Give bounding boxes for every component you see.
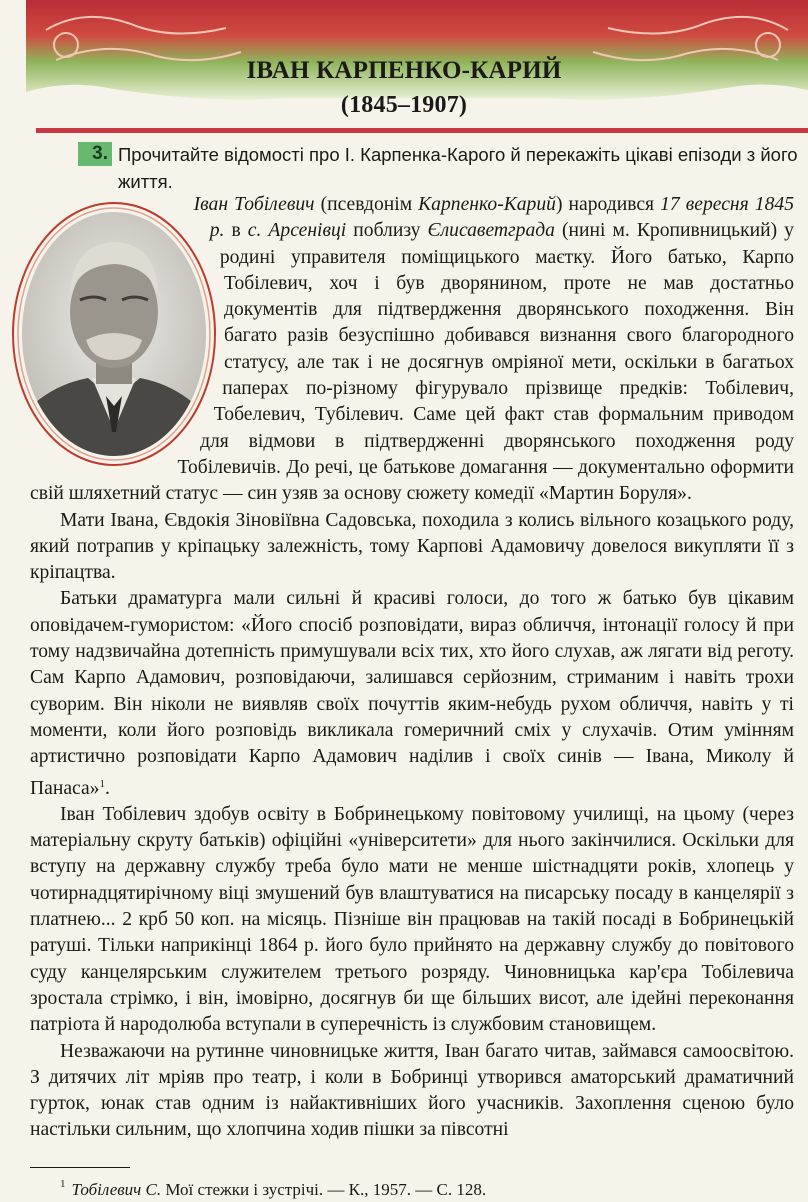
footnote-reference: 1 — [99, 777, 105, 790]
footnote-mark: 1 — [60, 1178, 66, 1190]
author-years: (1845–1907) — [340, 92, 468, 118]
paragraph-1: Іван Тобілевич (псевдонім Карпенко-Карий) народився 17 вересня 1845 р. в с. Арсенівці поблизу Єлисаветграда (нині м. Кропивницький) у родині управителя поміщицького маєтку. Його батько, Карпо Тобілевич, хоч і був дворянином, проте не мав достатньо документів для підтвердження дворянського походження. Він багато разів безуспішно добивався визнання свого благородного статусу, але так і не досягнув омріяної мети, оскільки в багатьох паперах по-різному фігурувало прізвище предків: Тобілевич, Тобелевич, Тубілевич. Саме цей факт став формальним приводом для відмови в підтвердженні дворянського походження роду Тобілевичів. До речі, це батькове домагання — документально оформити свій шляхетний статус — син узяв за основу сюжету комедії «Мартин Боруля». — [30, 194, 794, 505]
paragraph-4: Іван Тобілевич здобув освіту в Бобринецькому повітовому училищі, на цьому (через матеріальну скруту батьків) офіційні «університети» для нього закінчилися. Оскільки для вступу на державну службу треба було мати не менше шістнадцяти років, хлопець у чотирнадцятирічному віці змушений був влаштуватися на писарську посаду в канцелярії з платнею... 2 крб 50 коп. на місяць. Пізніше він працював на такій посаді в Бобринецькій ратуші. Тільки наприкінці 1864 р. його було прийнято на державну службу до повітового суду канцелярським служителем третього розряду. Чиновницька кар'єра Тобілевича зростала стрімко, і він, імовірно, досягнув би ще більших висот, але ідейні переконання патріота й народолюба вступали в суперечність із службовим становищем. — [30, 803, 794, 1036]
article-body — [30, 192, 794, 1144]
paragraph-5: Незважаючи на рутинне чиновницьке життя, Іван багато читав, займався самоосвітою. З дитячих літ мріяв про театр, і коли в Бобринці утворився аматорський драматичний гурток, юнак став одним із найактивніших його учасників. Захоплення сценою було настільки сильним, що хлопчина ходив пішки за півсотні — [30, 1040, 794, 1141]
footnote — [60, 1172, 486, 1202]
footnote-divider — [30, 1167, 130, 1168]
footnote-author: Тобілевич С. — [71, 1180, 162, 1199]
task-text: Прочитайте відомості про І. Карпенка-Карого й перекажіть цікаві епізоди з його життя. — [118, 144, 798, 192]
paragraph-2: Мати Івана, Євдокія Зіновіївна Садовська, походила з колись вільного козацького роду, який потрапив у кріпацьку залежність, тому Карпові Адамовичу довелося викупляти її з кріпацтва. — [30, 509, 794, 584]
task-number-badge: 3. — [78, 142, 112, 166]
task-block — [78, 141, 808, 195]
footnote-source: Мої стежки і зустрічі. — К., 1957. — С. 128. — [161, 1180, 487, 1199]
divider-line — [36, 128, 808, 133]
author-name: ІВАН КАРПЕНКО-КАРИЙ — [246, 57, 562, 84]
paragraph-3: Батьки драматурга мали сильні й красиві голоси, до того ж батько був цікавим оповідачем-гумористом: «Його спосіб розповідати, вираз обличчя, інтонації голосу й при тому надзвичайна дотепність примушували всіх тих, хто його слухав, аж лягати від реготу. Сам Карпо Адамович, розповідаючи, залишався серйозним, стриманим і навіть трохи суворим. Він ніколи не виявляв своїх почуттів яким-небудь рухом обличчя, навіть у ті моменти, коли його розповідь викликала гомеричний сміх у слухачів. Отим умінням артистично розповідати Карпо Адамович наділив і своїх синів — Івана, Миколу й Панаса»$^1$. — [30, 588, 794, 799]
